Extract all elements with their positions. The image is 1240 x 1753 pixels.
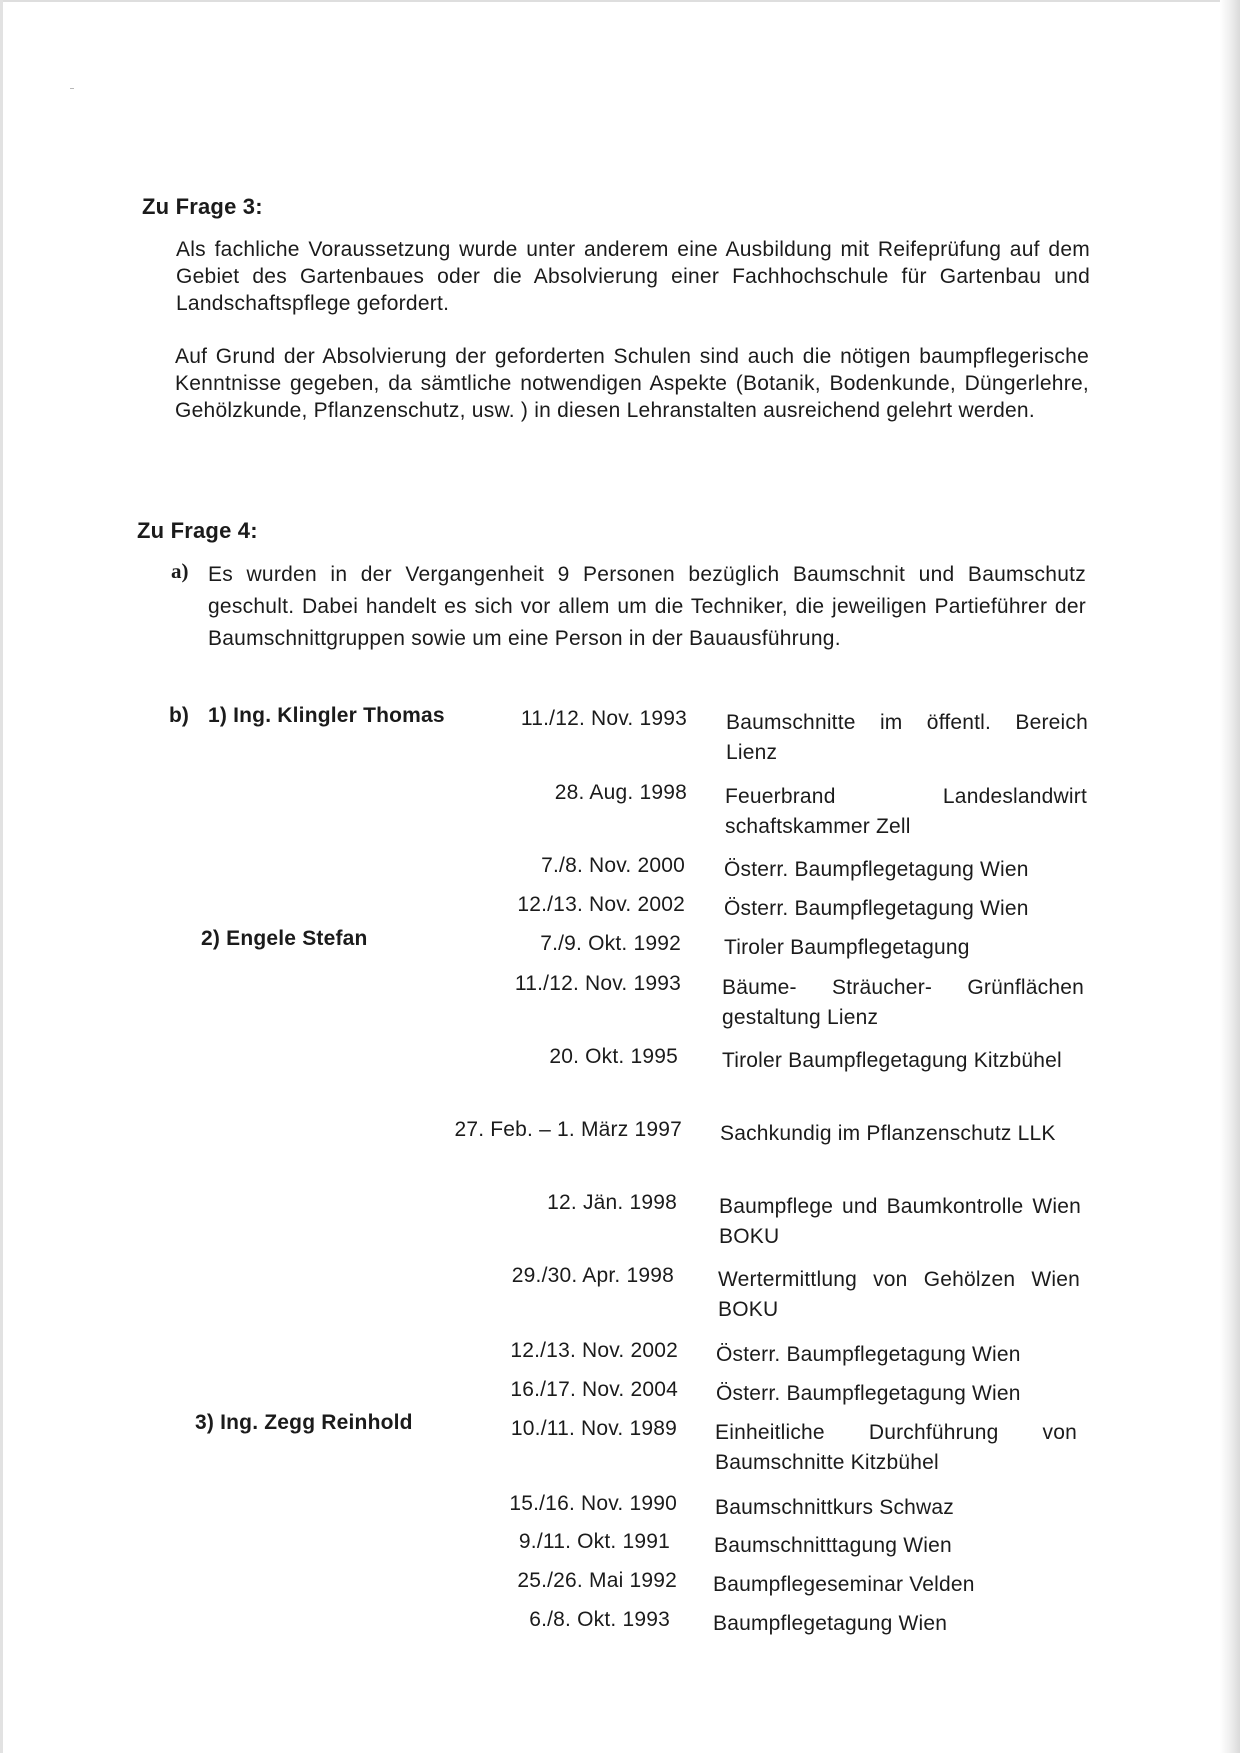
frage3-paragraph-2: Auf Grund der Absolvierung der geforderten Schulen sind auch die nötigen baumpflegerische Kenntnisse gegeben, da sämtliche notwendigen Aspekte (Botanik, Bodenkunde, Düngerlehre, Gehölzkunde, Pflanzenschutz, usw. ) in diesen Lehranstalten ausreichend gelehrt werden.: [175, 345, 1089, 422]
training-course: Tiroler Baumpflegetagung Kitzbühel: [722, 1049, 1062, 1072]
training-date: 12./13. Nov. 2002: [510, 1339, 678, 1362]
training-course: Feuerbrand Landeslandwirt schaftskammer Zell: [725, 785, 1087, 838]
training-course: Wertermittlung von Gehölzen Wien BOKU: [718, 1268, 1080, 1321]
training-date: 15./16. Nov. 1990: [509, 1492, 677, 1515]
training-date: 12. Jän. 1998: [547, 1191, 677, 1214]
training-date: 20. Okt. 1995: [549, 1045, 678, 1068]
training-date: 11./12. Nov. 1993: [520, 707, 687, 730]
training-course: Österr. Baumpflegetagung Wien: [716, 1343, 1021, 1366]
training-course: Einheitliche Durchführung von Baumschnitte Kitzbühel: [715, 1421, 1077, 1474]
scan-edge-left: [0, 0, 3, 1753]
training-date: 9./11. Okt. 1991: [518, 1530, 670, 1553]
person-zegg-reinhold: 3) Ing. Zegg Reinhold: [195, 1411, 413, 1434]
training-course: Baumpflegetagung Wien: [713, 1612, 948, 1635]
item-a-text: Es wurden in der Vergangenheit 9 Personen bezüglich Baumschnit und Baumschutz geschult. Dabei handelt es sich vor allem um die Techniker, die jeweiligen Partieführer der Baumschnittgruppen sowie um eine Person in der Bauausführung.: [208, 563, 1086, 650]
training-date: 12./13. Nov. 2002: [517, 893, 685, 916]
person-klingler-thomas: 1) Ing. Klingler Thomas: [208, 704, 445, 727]
training-course: Österr. Baumpflegetagung Wien: [724, 897, 1029, 920]
training-date: 16./17. Nov. 2004: [510, 1378, 678, 1401]
training-date: 27. Feb. – 1. März 1997: [454, 1118, 682, 1141]
training-course: Baumschnitte im öffentl. Bereich Lienz: [726, 711, 1088, 764]
item-a-letter: a): [171, 559, 189, 583]
training-date: 7./9. Okt. 1992: [540, 932, 681, 955]
training-date: 25./26. Mai 1992: [517, 1569, 677, 1592]
training-course: Baumschnittkurs Schwaz: [715, 1496, 954, 1519]
training-course: Tiroler Baumpflegetagung: [724, 936, 970, 959]
frage3-heading: Zu Frage 3:: [142, 194, 263, 219]
training-course: Bäume- Sträucher- Grünflächen gestaltung Lienz: [722, 976, 1084, 1029]
frage3-paragraph-1: Als fachliche Voraussetzung wurde unter anderem eine Ausbildung mit Reifeprüfung auf dem Gebiet des Gartenbaues oder die Absolvierung einer Fachhochschule für Gartenbau und Landschaftspflege gefordert.: [176, 238, 1090, 315]
training-course: Österr. Baumpflegetagung Wien: [716, 1382, 1021, 1405]
training-course: Baumpflege und Baumkontrolle Wien BOKU: [719, 1195, 1081, 1248]
scan-speck: [70, 88, 74, 89]
training-date: 11./12. Nov. 1993: [514, 972, 681, 995]
person-engele-stefan: 2) Engele Stefan: [201, 927, 368, 950]
training-date: 28. Aug. 1998: [554, 781, 687, 804]
training-date: 10./11. Nov. 1989: [510, 1417, 677, 1440]
training-course: Baumpflegeseminar Velden: [713, 1573, 975, 1596]
scan-edge-top: [0, 0, 1240, 2]
training-date: 6./8. Okt. 1993: [529, 1608, 670, 1631]
item-b-letter: b): [169, 704, 189, 727]
scan-edge-right: [1220, 0, 1240, 1753]
frage4-heading: Zu Frage 4:: [137, 518, 258, 543]
training-date: 7./8. Nov. 2000: [541, 854, 685, 877]
training-course: Sachkundig im Pflanzenschutz LLK: [720, 1122, 1056, 1145]
training-course: Österr. Baumpflegetagung Wien: [724, 858, 1029, 881]
training-date: 29./30. Apr. 1998: [511, 1264, 674, 1287]
training-course: Baumschnitttagung Wien: [714, 1534, 952, 1557]
